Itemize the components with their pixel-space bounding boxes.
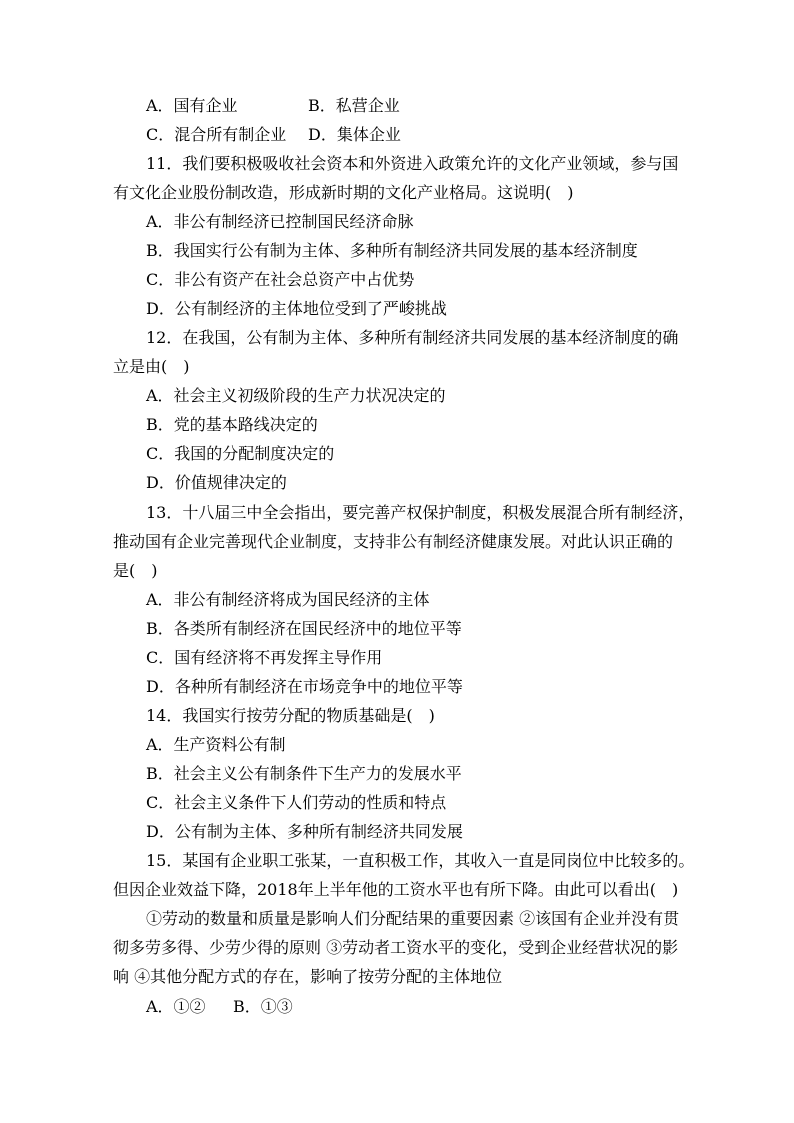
q11-option-c: C．非公有资产在社会总资产中占优势 bbox=[146, 270, 415, 289]
q15-statements-line3: 响 ④其他分配方式的存在，影响了按劳分配的主体地位 bbox=[113, 967, 503, 986]
q14-option-a: A．生产资料公有制 bbox=[146, 735, 286, 754]
q14-option-b: B．社会主义公有制条件下生产力的发展水平 bbox=[146, 764, 462, 783]
q11-stem-line2: 有文化企业股份制改造，形成新时期的文化产业格局。这说明( ) bbox=[113, 183, 574, 202]
q14-stem-line1: 14．我国实行按劳分配的物质基础是( ) bbox=[146, 706, 435, 725]
q13-option-d: D．各种所有制经济在市场竞争中的地位平等 bbox=[146, 677, 463, 696]
q15-statements-line2: 彻多劳多得、少劳少得的原则 ③劳动者工资水平的变化，受到企业经营状况的影 bbox=[113, 938, 679, 957]
q13-stem-line3: 是( ) bbox=[113, 561, 158, 580]
q15-stem-line1: 15．某国有企业职工张某，一直积极工作，其收入一直是同岗位中比较多的。 bbox=[146, 851, 695, 870]
q14-option-c: C．社会主义条件下人们劳动的性质和特点 bbox=[146, 793, 447, 812]
q13-option-b: B．各类所有制经济在国民经济中的地位平等 bbox=[146, 619, 462, 638]
q14-option-d: D．公有制为主体、多种所有制经济共同发展 bbox=[146, 822, 463, 841]
q12-stem-line1: 12．在我国，公有制为主体、多种所有制经济共同发展的基本经济制度的确 bbox=[146, 328, 679, 347]
q12-option-a: A．社会主义初级阶段的生产力状况决定的 bbox=[146, 386, 446, 405]
q10-option-a: A．国有企业 bbox=[146, 96, 238, 115]
q11-stem-line1: 11．我们要积极吸收社会资本和外资进入政策允许的文化产业领域，参与国 bbox=[146, 154, 679, 173]
q13-stem-line1: 13．十八届三中全会指出，要完善产权保护制度，积极发展混合所有制经济， bbox=[146, 503, 695, 522]
q15-statements-line1: ①劳动的数量和质量是影响人们分配结果的重要因素 ②该国有企业并没有贯 bbox=[146, 909, 680, 928]
q15-option-a: A．①② bbox=[146, 997, 206, 1016]
q11-option-d: D．公有制经济的主体地位受到了严峻挑战 bbox=[146, 299, 447, 318]
q12-option-c: C．我国的分配制度决定的 bbox=[146, 444, 335, 463]
q11-option-a: A．非公有制经济已控制国民经济命脉 bbox=[146, 212, 414, 231]
q13-option-c: C．国有经济将不再发挥主导作用 bbox=[146, 648, 383, 667]
q15-stem-line2: 但因企业效益下降，2018年上半年他的工资水平也有所下降。由此可以看出( ) bbox=[113, 880, 679, 899]
q12-stem-line2: 立是由( ) bbox=[113, 357, 190, 376]
q12-option-d: D．价值规律决定的 bbox=[146, 473, 287, 492]
q10-option-c: C．混合所有制企业 bbox=[146, 125, 287, 144]
q13-stem-line2: 推动国有企业完善现代企业制度，支持非公有制经济健康发展。对此认识正确的 bbox=[113, 532, 674, 551]
q11-option-b: B．我国实行公有制为主体、多种所有制经济共同发展的基本经济制度 bbox=[146, 241, 638, 260]
q10-option-b: B．私营企业 bbox=[308, 96, 400, 115]
q15-option-b: B．①③ bbox=[233, 997, 293, 1016]
q13-option-a: A．非公有制经济将成为国民经济的主体 bbox=[146, 590, 430, 609]
q12-option-b: B．党的基本路线决定的 bbox=[146, 415, 318, 434]
q10-option-d: D．集体企业 bbox=[308, 125, 401, 144]
